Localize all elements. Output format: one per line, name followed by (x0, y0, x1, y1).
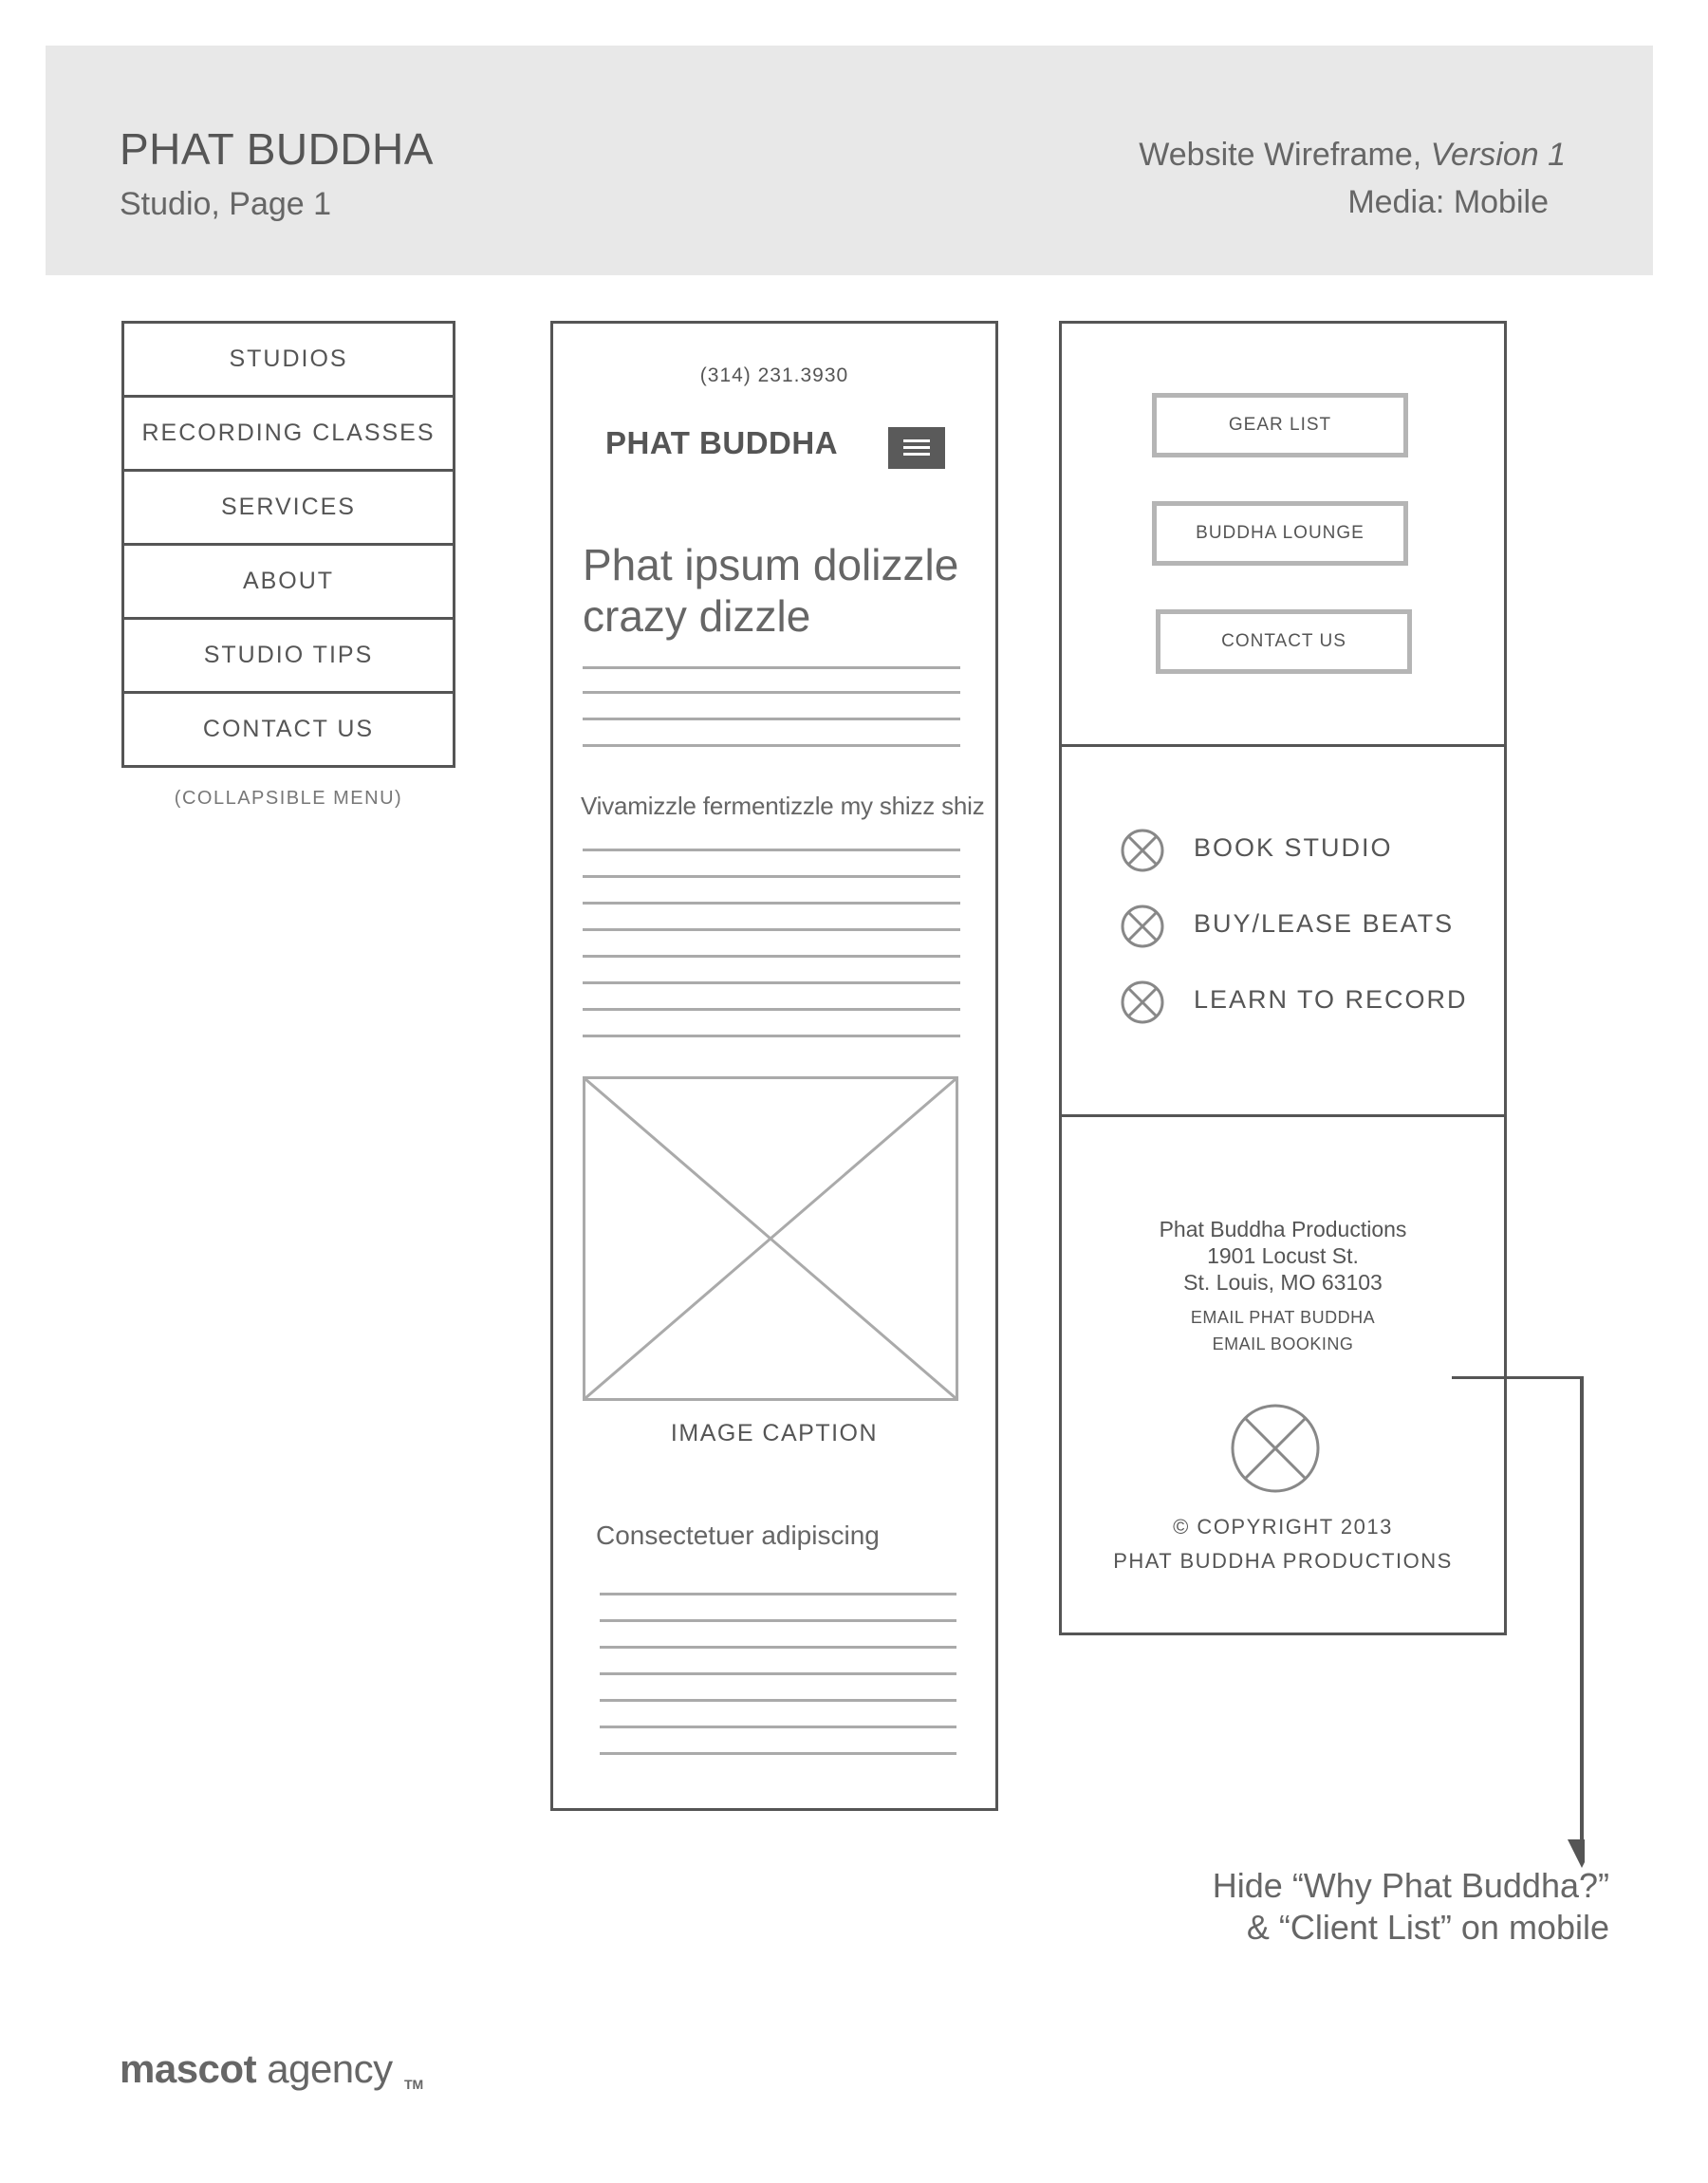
footer-city: St. Louis, MO 63103 (1183, 1270, 1383, 1295)
footer-street: 1901 Locust St. (1207, 1243, 1359, 1268)
annotation-line-2: & “Client List” on mobile (1246, 1908, 1609, 1947)
text-placeholder-line (583, 875, 960, 878)
placeholder-x-icon (1120, 904, 1165, 949)
menu-item-contact-us[interactable]: CONTACT US (121, 694, 455, 768)
wireframe-version (1139, 137, 1566, 174)
project-title: PHAT BUDDHA (120, 124, 434, 174)
text-placeholder-line (583, 981, 960, 984)
footer-company: Phat Buddha Productions (1159, 1217, 1407, 1241)
menu-note: (COLLAPSIBLE MENU) (174, 788, 403, 809)
collapsible-menu (121, 321, 454, 768)
text-placeholder-line (583, 744, 960, 747)
text-placeholder-line (583, 928, 960, 931)
text-placeholder-line (583, 1035, 960, 1037)
page-headline: Phat ipsum dolizzle crazy dizzle (583, 540, 959, 641)
wireframe-prefix: Website Wireframe, (1139, 137, 1431, 173)
text-placeholder-line (600, 1619, 956, 1622)
gear-list-button[interactable]: GEAR LIST (1152, 393, 1408, 457)
hamburger-menu-icon[interactable] (888, 427, 945, 469)
text-placeholder-line (583, 1008, 960, 1011)
text-placeholder-line (583, 691, 960, 694)
menu-item-studio-tips[interactable]: STUDIO TIPS (121, 620, 455, 694)
text-placeholder-line (583, 955, 960, 958)
text-placeholder-line (583, 718, 960, 720)
text-placeholder-line (583, 902, 960, 905)
text-placeholder-line (600, 1726, 956, 1728)
annotation-arrow (1452, 1376, 1585, 1870)
media-prefix: Media: (1347, 184, 1454, 220)
menu-item-services[interactable]: SERVICES (121, 472, 455, 546)
agency-logo-bold: mascot (120, 2046, 257, 2091)
version-label: Version 1 (1430, 137, 1566, 173)
footer-logo-placeholder-icon (1230, 1403, 1321, 1494)
text-placeholder-line (600, 1672, 956, 1675)
cta-label: BOOK STUDIO (1194, 833, 1393, 862)
text-placeholder-line (583, 666, 960, 669)
email-phat-buddha-link[interactable]: EMAIL PHAT BUDDHA (1190, 1308, 1376, 1327)
trademark-mark: TM (404, 2077, 424, 2092)
subheading-2: Consectetuer adipiscing (596, 1521, 880, 1550)
buddha-lounge-button[interactable]: BUDDHA LOUNGE (1152, 501, 1408, 566)
text-placeholder-line (583, 849, 960, 851)
image-caption: IMAGE CAPTION (670, 1420, 879, 1446)
text-placeholder-line (600, 1593, 956, 1595)
text-placeholder-line (600, 1646, 956, 1649)
annotation-line-1: Hide “Why Phat Buddha?” (1212, 1866, 1609, 1905)
menu-item-about[interactable]: ABOUT (121, 546, 455, 620)
cta-label: BUY/LEASE BEATS (1194, 909, 1455, 938)
media-value: Mobile (1453, 184, 1549, 220)
placeholder-x-icon (1120, 828, 1165, 873)
agency-logo (120, 2046, 393, 2092)
image-placeholder (583, 1076, 958, 1401)
media-label (1347, 184, 1549, 221)
text-placeholder-line (600, 1752, 956, 1755)
text-placeholder-line (600, 1699, 956, 1702)
menu-item-studios[interactable]: STUDIOS (121, 321, 455, 398)
email-booking-link[interactable]: EMAIL BOOKING (1212, 1334, 1354, 1353)
placeholder-x-icon (1120, 980, 1165, 1025)
copyright-owner: PHAT BUDDHA PRODUCTIONS (1113, 1549, 1453, 1573)
agency-logo-rest: agency (256, 2046, 393, 2091)
page-subtitle: Studio, Page 1 (120, 186, 332, 222)
menu-item-recording-classes[interactable]: RECORDING CLASSES (121, 398, 455, 472)
copyright-line: © COPYRIGHT 2013 (1173, 1515, 1393, 1539)
contact-us-button[interactable]: CONTACT US (1156, 609, 1412, 674)
cta-label: LEARN TO RECORD (1194, 985, 1468, 1014)
site-logo[interactable]: PHAT BUDDHA (605, 425, 839, 460)
subheading-1: Vivamizzle fermentizzle my shizz shiz (581, 792, 985, 820)
phone-number[interactable]: (314) 231.3930 (699, 364, 849, 386)
